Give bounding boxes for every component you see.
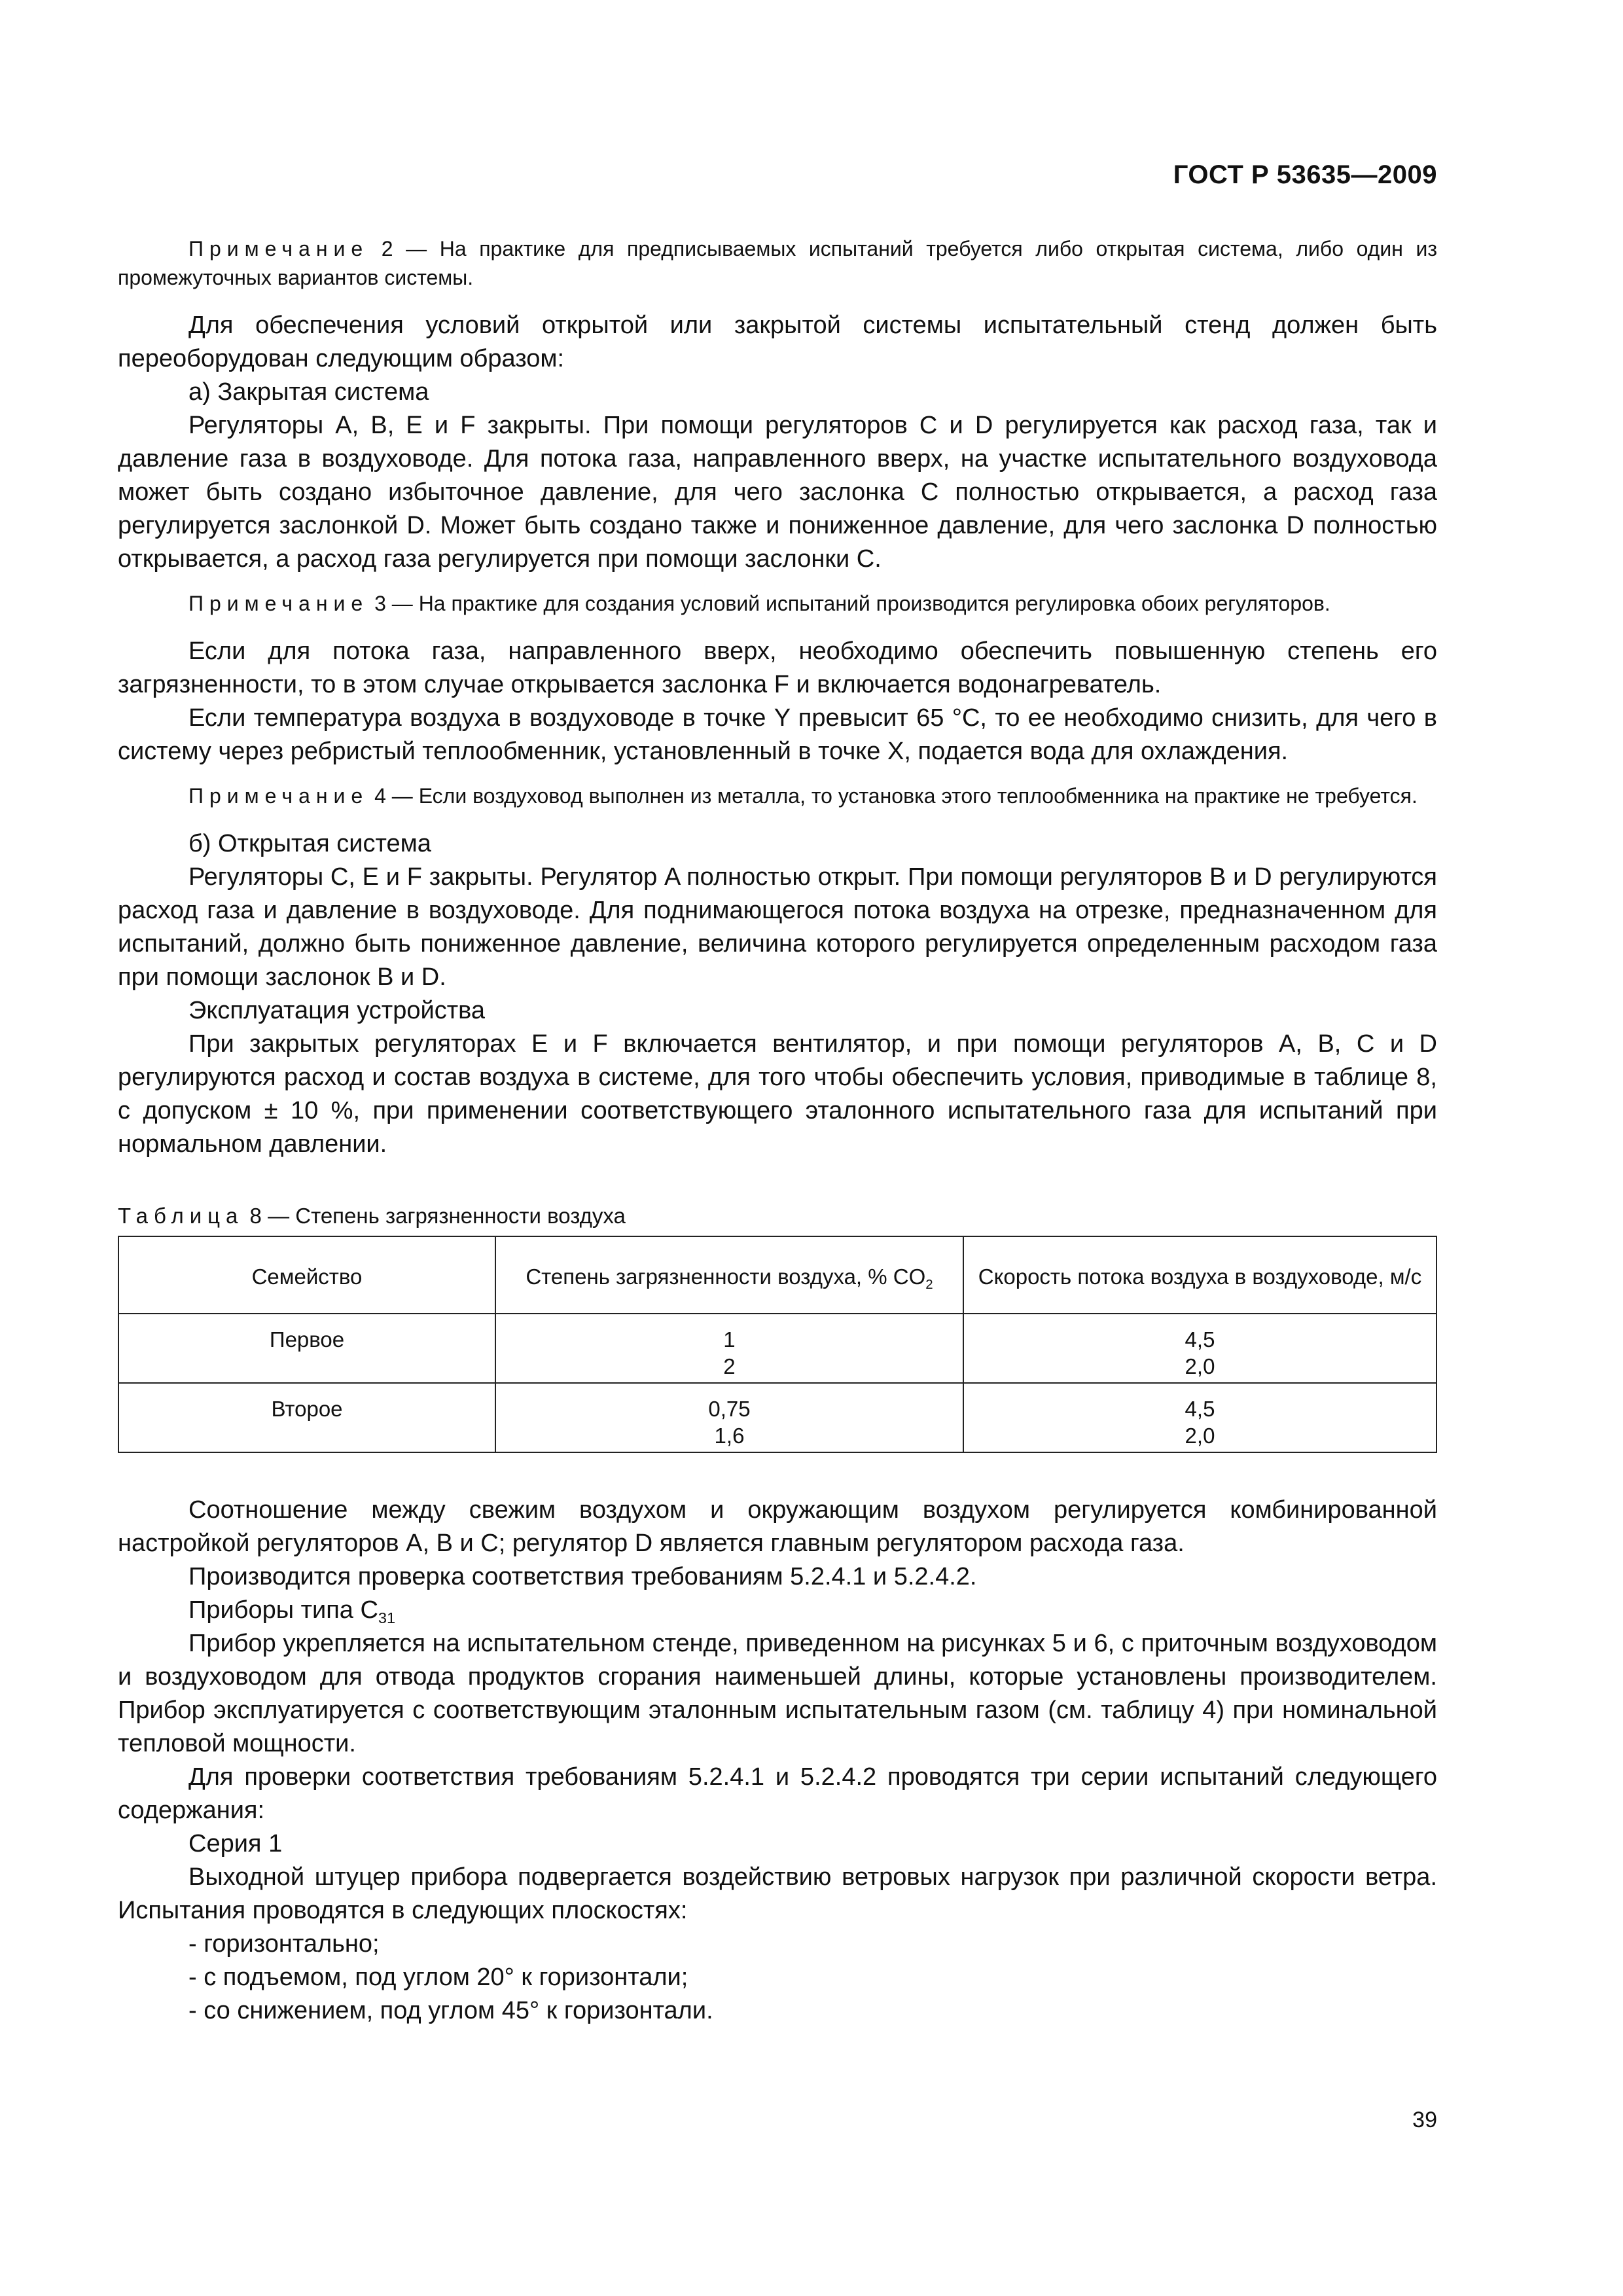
header-family: Семейство	[118, 1236, 495, 1314]
cell-value: 2	[723, 1354, 736, 1378]
table-8-caption	[118, 1202, 1437, 1230]
header-speed: Скорость потока воздуха в воздуховоде, м/с	[963, 1236, 1436, 1314]
cell-value: 4,5	[1185, 1327, 1215, 1352]
paragraph-pollution: Если для потока газа, направленного вверх, необходимо обеспечить повышенную степень его загрязненности, то в этом случае открывается заслонка F и включается водонагреватель.	[118, 637, 1437, 698]
paragraph-air-ratio: Соотношение между свежим воздухом и окружающим воздухом регулируется комбинированной настройкой регуляторов A, B и C; регулятор D является главным регулятором расхода газа.	[118, 1496, 1437, 1557]
cell-speed	[963, 1314, 1436, 1383]
cell-value: 1,6	[714, 1424, 745, 1448]
open-system-heading: б) Открытая система	[188, 830, 431, 857]
cell-family: Первое	[118, 1314, 495, 1383]
header-pollution-subscript: 2	[925, 1277, 933, 1293]
note-2	[118, 234, 1437, 292]
paragraph-intro: Для обеспечения условий открытой или закрытой системы испытательный стенд должен быть переоборудован следующим образом:	[118, 312, 1437, 372]
header-pollution	[495, 1236, 963, 1314]
operation-text: При закрытых регуляторах E и F включается вентилятор, и при помощи регуляторов A, B, C и D регулируются расход и состав воздуха в системе, для того чтобы обеспечить условия, приводимые в таблице 8, с допуском ± 10 %, при применении соответствующего эталонного испытательного газа для испытаний при нормальном давлении.	[118, 1030, 1437, 1158]
page-number: 39	[1412, 2108, 1437, 2132]
planes-list	[118, 1928, 1437, 2028]
cell-family: Второе	[118, 1383, 495, 1452]
note-3-label: Примечание	[188, 592, 369, 615]
paragraph-series: Для проверки соответствия требованиям 5.2.4.1 и 5.2.4.2 проводятся три серии испытаний следующего содержания:	[118, 1763, 1437, 1824]
cell-speed	[963, 1383, 1436, 1452]
table-8-label: Таблица	[118, 1204, 244, 1228]
note-4-text: 4 — Если воздуховод выполнен из металла, то установка этого теплообменника на практике не требуется.	[368, 784, 1418, 808]
list-item: - горизонтально;	[188, 1930, 380, 1958]
closed-system-heading: а) Закрытая система	[188, 378, 429, 406]
cell-value: 1	[723, 1327, 736, 1352]
table-header-row	[118, 1236, 1436, 1314]
open-system-text: Регуляторы C, E и F закрыты. Регулятор A полностью открыт. При помощи регуляторов B и D регулируются расход газа и давление в воздуховоде. Для поднимающегося потока воздуха на отрезке, предназначенном для испытаний, должно быть пониженное давление, величина которого регулируется определенным расходом газа при помощи заслонок B и D.	[118, 863, 1437, 991]
paragraph-wind: Выходной штуцер прибора подвергается воздействию ветровых нагрузок при различной скорости ветра. Испытания проводятся в следующих плоскостях:	[118, 1863, 1437, 1924]
cell-value: 4,5	[1185, 1397, 1215, 1421]
list-item: - со снижением, под углом 45° к горизонтали.	[188, 1997, 713, 2024]
note-4-label: Примечание	[188, 784, 369, 808]
cell-value: 2,0	[1185, 1354, 1215, 1378]
devices-heading	[118, 1594, 1437, 1627]
cell-pollution	[495, 1314, 963, 1383]
cell-pollution	[495, 1383, 963, 1452]
series-1-heading: Серия 1	[188, 1830, 283, 1857]
note-2-label: Примечание	[188, 237, 369, 260]
note-3	[118, 589, 1437, 618]
table-row	[118, 1314, 1436, 1383]
paragraph-device: Прибор укрепляется на испытательном стенде, приведенном на рисунках 5 и 6, с приточным воздуховодом и воздуховодом для отвода продуктов сгорания наименьшей длины, которые установлены производителем. Прибор эксплуатируется с соответствующим эталонным испытательным газом (см. таблицу 4) при номинальной тепловой мощности.	[118, 1630, 1437, 1757]
header-pollution-text: Степень загрязненности воздуха, % CO	[526, 1265, 926, 1289]
paragraph-temperature: Если температура воздуха в воздуховоде в точке Y превысит 65 °C, то ее необходимо снизить, для чего в систему через ребристый теплообменник, установленный в точке X, подается вода для охлаждения.	[118, 704, 1437, 765]
cell-value: 0,75	[708, 1397, 751, 1421]
devices-heading-subscript: 31	[378, 1609, 396, 1627]
devices-heading-text: Приборы типа C	[188, 1596, 378, 1624]
cell-value: 2,0	[1185, 1424, 1215, 1448]
table-8-caption-text: 8 — Степень загрязненности воздуха	[243, 1204, 626, 1228]
note-3-text: 3 — На практике для создания условий испытаний производится регулировка обоих регуляторов.	[368, 592, 1330, 615]
document-id-header: ГОСТ Р 53635—2009	[1173, 160, 1437, 189]
list-item: - с подъемом, под углом 20° к горизонтали;	[188, 1964, 688, 1991]
table-8	[118, 1236, 1437, 1453]
paragraph-check: Производится проверка соответствия требованиям 5.2.4.1 и 5.2.4.2.	[188, 1563, 977, 1590]
operation-heading: Эксплуатация устройства	[188, 997, 485, 1024]
closed-system-text: Регуляторы A, B, E и F закрыты. При помощи регуляторов C и D регулируется как расход газа, так и давление газа в воздуховоде. Для потока газа, направленного вверх, на участке испытательного воздуховода может быть создано избыточное давление, для чего заслонка C полностью открывается, а расход газа регулируется заслонкой D. Может быть создано также и пониженное давление, для чего заслонка D полностью открывается, а расход газа регулируется при помощи заслонки C.	[118, 412, 1437, 573]
table-row	[118, 1383, 1436, 1452]
note-2-text: 2 — На практике для предписываемых испытаний требуется либо открытая система, либо один из промежуточных вариантов системы.	[118, 237, 1437, 289]
note-4	[118, 781, 1437, 810]
